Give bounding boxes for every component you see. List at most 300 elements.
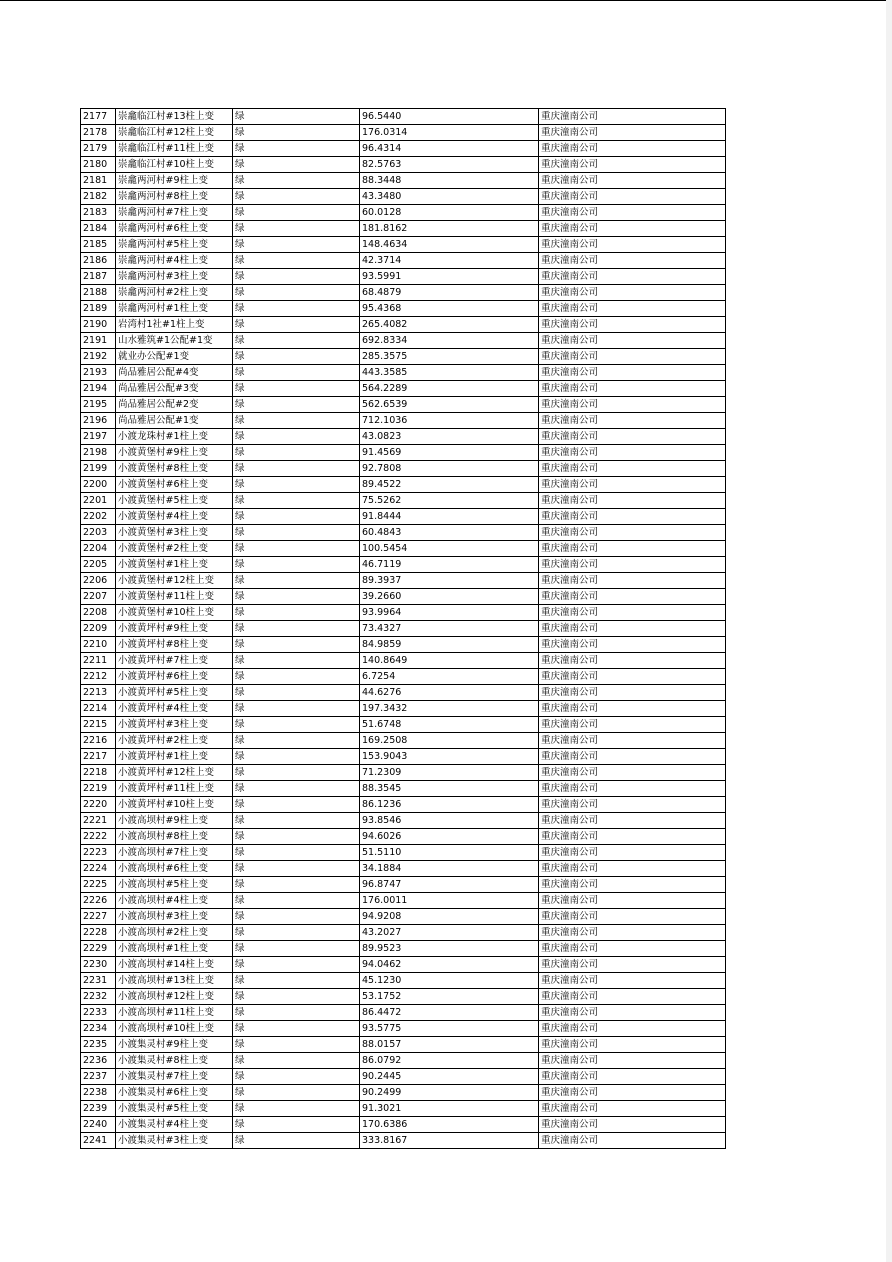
- cell-status: 绿: [233, 269, 360, 285]
- cell-company: 重庆潼南公司: [539, 701, 726, 717]
- cell-status: 绿: [233, 1069, 360, 1085]
- cell-status: 绿: [233, 1101, 360, 1117]
- cell-company: 重庆潼南公司: [539, 653, 726, 669]
- cell-status: 绿: [233, 221, 360, 237]
- cell-id: 2213: [81, 685, 116, 701]
- cell-company: 重庆潼南公司: [539, 1085, 726, 1101]
- cell-company: 重庆潼南公司: [539, 237, 726, 253]
- table-row: [81, 109, 726, 125]
- cell-id: 2184: [81, 221, 116, 237]
- cell-company: 重庆潼南公司: [539, 445, 726, 461]
- cell-company: 重庆潼南公司: [539, 733, 726, 749]
- cell-value: 90.2445: [360, 1069, 539, 1085]
- cell-device-name: 小渡黄坪村#7柱上变: [116, 653, 233, 669]
- table-row: [81, 365, 726, 381]
- cell-company: 重庆潼南公司: [539, 1021, 726, 1037]
- cell-company: 重庆潼南公司: [539, 1069, 726, 1085]
- cell-status: 绿: [233, 557, 360, 573]
- cell-value: 73.4327: [360, 621, 539, 637]
- table-row: [81, 749, 726, 765]
- cell-company: 重庆潼南公司: [539, 109, 726, 125]
- cell-status: 绿: [233, 397, 360, 413]
- cell-id: 2187: [81, 269, 116, 285]
- cell-value: 86.1236: [360, 797, 539, 813]
- cell-device-name: 小渡黄坪村#9柱上变: [116, 621, 233, 637]
- cell-company: 重庆潼南公司: [539, 141, 726, 157]
- cell-id: 2214: [81, 701, 116, 717]
- table-row: [81, 861, 726, 877]
- cell-id: 2178: [81, 125, 116, 141]
- cell-device-name: 小渡黄堡村#6柱上变: [116, 477, 233, 493]
- cell-value: 176.0314: [360, 125, 539, 141]
- transformer-table: [80, 108, 726, 1149]
- cell-company: 重庆潼南公司: [539, 621, 726, 637]
- cell-value: 153.9043: [360, 749, 539, 765]
- cell-status: 绿: [233, 669, 360, 685]
- cell-company: 重庆潼南公司: [539, 685, 726, 701]
- cell-device-name: 小渡黄堡村#3柱上变: [116, 525, 233, 541]
- cell-status: 绿: [233, 605, 360, 621]
- table-row: [81, 509, 726, 525]
- cell-company: 重庆潼南公司: [539, 829, 726, 845]
- cell-id: 2201: [81, 493, 116, 509]
- cell-company: 重庆潼南公司: [539, 813, 726, 829]
- cell-status: 绿: [233, 973, 360, 989]
- cell-company: 重庆潼南公司: [539, 317, 726, 333]
- cell-value: 43.3480: [360, 189, 539, 205]
- cell-value: 86.0792: [360, 1053, 539, 1069]
- table-row: [81, 381, 726, 397]
- cell-id: 2185: [81, 237, 116, 253]
- table-row: [81, 493, 726, 509]
- cell-value: 53.1752: [360, 989, 539, 1005]
- table-row: [81, 157, 726, 173]
- cell-device-name: 尚品雅居公配#1变: [116, 413, 233, 429]
- table-row: [81, 461, 726, 477]
- cell-status: 绿: [233, 189, 360, 205]
- table-row: [81, 941, 726, 957]
- cell-value: 86.4472: [360, 1005, 539, 1021]
- cell-company: 重庆潼南公司: [539, 157, 726, 173]
- cell-value: 75.5262: [360, 493, 539, 509]
- cell-status: 绿: [233, 1117, 360, 1133]
- cell-status: 绿: [233, 205, 360, 221]
- cell-value: 94.6026: [360, 829, 539, 845]
- table-row: [81, 269, 726, 285]
- cell-value: 96.5440: [360, 109, 539, 125]
- cell-device-name: 崇龕两河村#2柱上变: [116, 285, 233, 301]
- cell-status: 绿: [233, 1133, 360, 1149]
- cell-company: 重庆潼南公司: [539, 381, 726, 397]
- cell-id: 2189: [81, 301, 116, 317]
- cell-id: 2202: [81, 509, 116, 525]
- cell-company: 重庆潼南公司: [539, 877, 726, 893]
- cell-id: 2199: [81, 461, 116, 477]
- cell-id: 2217: [81, 749, 116, 765]
- cell-status: 绿: [233, 285, 360, 301]
- cell-device-name: 小渡集灵村#5柱上变: [116, 1101, 233, 1117]
- table-row: [81, 525, 726, 541]
- cell-value: 51.6748: [360, 717, 539, 733]
- cell-id: 2192: [81, 349, 116, 365]
- cell-id: 2223: [81, 845, 116, 861]
- cell-value: 712.1036: [360, 413, 539, 429]
- cell-company: 重庆潼南公司: [539, 301, 726, 317]
- cell-device-name: 小渡高坝村#9柱上变: [116, 813, 233, 829]
- cell-company: 重庆潼南公司: [539, 781, 726, 797]
- table-row: [81, 909, 726, 925]
- cell-company: 重庆潼南公司: [539, 1133, 726, 1149]
- cell-company: 重庆潼南公司: [539, 573, 726, 589]
- table-row: [81, 173, 726, 189]
- cell-status: 绿: [233, 173, 360, 189]
- cell-status: 绿: [233, 301, 360, 317]
- table-row: [81, 845, 726, 861]
- table-row: [81, 1037, 726, 1053]
- cell-company: 重庆潼南公司: [539, 589, 726, 605]
- table-row: [81, 237, 726, 253]
- cell-company: 重庆潼南公司: [539, 477, 726, 493]
- table-row: [81, 413, 726, 429]
- table-row: [81, 541, 726, 557]
- cell-id: 2181: [81, 173, 116, 189]
- cell-device-name: 小渡高坝村#13柱上变: [116, 973, 233, 989]
- cell-status: 绿: [233, 637, 360, 653]
- cell-id: 2200: [81, 477, 116, 493]
- page-top-rule: [0, 0, 892, 1]
- cell-id: 2226: [81, 893, 116, 909]
- cell-id: 2241: [81, 1133, 116, 1149]
- cell-status: 绿: [233, 701, 360, 717]
- cell-device-name: 小渡黄堡村#5柱上变: [116, 493, 233, 509]
- cell-device-name: 小渡黄堡村#2柱上变: [116, 541, 233, 557]
- cell-value: 96.8747: [360, 877, 539, 893]
- table-row: [81, 477, 726, 493]
- cell-value: 6.7254: [360, 669, 539, 685]
- cell-value: 89.4522: [360, 477, 539, 493]
- table-row: [81, 621, 726, 637]
- cell-company: 重庆潼南公司: [539, 973, 726, 989]
- cell-id: 2229: [81, 941, 116, 957]
- cell-company: 重庆潼南公司: [539, 1101, 726, 1117]
- cell-status: 绿: [233, 621, 360, 637]
- cell-status: 绿: [233, 493, 360, 509]
- cell-value: 84.9859: [360, 637, 539, 653]
- cell-id: 2212: [81, 669, 116, 685]
- cell-status: 绿: [233, 957, 360, 973]
- cell-status: 绿: [233, 893, 360, 909]
- cell-company: 重庆潼南公司: [539, 669, 726, 685]
- cell-value: 89.3937: [360, 573, 539, 589]
- cell-id: 2211: [81, 653, 116, 669]
- cell-device-name: 小渡高坝村#4柱上变: [116, 893, 233, 909]
- table-row: [81, 141, 726, 157]
- cell-value: 169.2508: [360, 733, 539, 749]
- cell-value: 39.2660: [360, 589, 539, 605]
- table-row: [81, 925, 726, 941]
- cell-device-name: 崇龕两河村#1柱上变: [116, 301, 233, 317]
- cell-status: 绿: [233, 685, 360, 701]
- cell-value: 181.8162: [360, 221, 539, 237]
- cell-company: 重庆潼南公司: [539, 397, 726, 413]
- cell-company: 重庆潼南公司: [539, 493, 726, 509]
- cell-status: 绿: [233, 413, 360, 429]
- cell-company: 重庆潼南公司: [539, 189, 726, 205]
- cell-value: 93.5775: [360, 1021, 539, 1037]
- cell-status: 绿: [233, 781, 360, 797]
- cell-id: 2207: [81, 589, 116, 605]
- cell-value: 170.6386: [360, 1117, 539, 1133]
- cell-device-name: 小渡集灵村#9柱上变: [116, 1037, 233, 1053]
- cell-company: 重庆潼南公司: [539, 765, 726, 781]
- cell-device-name: 小渡黄堡村#8柱上变: [116, 461, 233, 477]
- table-row: [81, 765, 726, 781]
- cell-device-name: 小渡高坝村#6柱上变: [116, 861, 233, 877]
- cell-id: 2219: [81, 781, 116, 797]
- cell-id: 2230: [81, 957, 116, 973]
- cell-id: 2180: [81, 157, 116, 173]
- table-row: [81, 781, 726, 797]
- cell-value: 285.3575: [360, 349, 539, 365]
- cell-device-name: 尚品雅居公配#4变: [116, 365, 233, 381]
- cell-company: 重庆潼南公司: [539, 941, 726, 957]
- cell-id: 2196: [81, 413, 116, 429]
- cell-id: 2208: [81, 605, 116, 621]
- table-row: [81, 317, 726, 333]
- table-row: [81, 557, 726, 573]
- cell-company: 重庆潼南公司: [539, 333, 726, 349]
- table-row: [81, 189, 726, 205]
- cell-status: 绿: [233, 1085, 360, 1101]
- cell-id: 2183: [81, 205, 116, 221]
- cell-company: 重庆潼南公司: [539, 509, 726, 525]
- cell-company: 重庆潼南公司: [539, 349, 726, 365]
- cell-status: 绿: [233, 237, 360, 253]
- cell-device-name: 小渡高坝村#8柱上变: [116, 829, 233, 845]
- cell-status: 绿: [233, 1037, 360, 1053]
- cell-value: 692.8334: [360, 333, 539, 349]
- cell-status: 绿: [233, 429, 360, 445]
- cell-id: 2203: [81, 525, 116, 541]
- cell-id: 2198: [81, 445, 116, 461]
- cell-status: 绿: [233, 845, 360, 861]
- cell-value: 91.4569: [360, 445, 539, 461]
- cell-value: 95.4368: [360, 301, 539, 317]
- cell-device-name: 崇龕两河村#6柱上变: [116, 221, 233, 237]
- cell-company: 重庆潼南公司: [539, 221, 726, 237]
- cell-device-name: 小渡集灵村#6柱上变: [116, 1085, 233, 1101]
- cell-device-name: 小渡集灵村#4柱上变: [116, 1117, 233, 1133]
- cell-device-name: 小渡高坝村#14柱上变: [116, 957, 233, 973]
- cell-device-name: 小渡龙珠村#1柱上变: [116, 429, 233, 445]
- table-row: [81, 669, 726, 685]
- cell-id: 2218: [81, 765, 116, 781]
- cell-device-name: 小渡集灵村#3柱上变: [116, 1133, 233, 1149]
- cell-value: 564.2289: [360, 381, 539, 397]
- cell-status: 绿: [233, 749, 360, 765]
- table-row: [81, 397, 726, 413]
- cell-id: 2231: [81, 973, 116, 989]
- table-row: [81, 1053, 726, 1069]
- cell-company: 重庆潼南公司: [539, 717, 726, 733]
- cell-device-name: 崇龕两河村#4柱上变: [116, 253, 233, 269]
- cell-company: 重庆潼南公司: [539, 461, 726, 477]
- cell-device-name: 就业办公配#1变: [116, 349, 233, 365]
- cell-id: 2190: [81, 317, 116, 333]
- cell-status: 绿: [233, 317, 360, 333]
- table-row: [81, 797, 726, 813]
- cell-id: 2239: [81, 1101, 116, 1117]
- cell-status: 绿: [233, 717, 360, 733]
- cell-value: 43.0823: [360, 429, 539, 445]
- page-right-edge: [886, 0, 892, 1262]
- cell-value: 443.3585: [360, 365, 539, 381]
- cell-device-name: 小渡高坝村#5柱上变: [116, 877, 233, 893]
- table-row: [81, 717, 726, 733]
- cell-id: 2227: [81, 909, 116, 925]
- table-row: [81, 1005, 726, 1021]
- cell-device-name: 小渡高坝村#2柱上变: [116, 925, 233, 941]
- cell-value: 333.8167: [360, 1133, 539, 1149]
- cell-device-name: 小渡集灵村#8柱上变: [116, 1053, 233, 1069]
- cell-value: 96.4314: [360, 141, 539, 157]
- cell-id: 2236: [81, 1053, 116, 1069]
- cell-id: 2225: [81, 877, 116, 893]
- cell-value: 148.4634: [360, 237, 539, 253]
- cell-company: 重庆潼南公司: [539, 749, 726, 765]
- cell-device-name: 小渡高坝村#3柱上变: [116, 909, 233, 925]
- cell-device-name: 小渡黄堡村#1柱上变: [116, 557, 233, 573]
- cell-company: 重庆潼南公司: [539, 925, 726, 941]
- cell-device-name: 尚品雅居公配#2变: [116, 397, 233, 413]
- cell-device-name: 小渡高坝村#11柱上变: [116, 1005, 233, 1021]
- table-row: [81, 285, 726, 301]
- cell-status: 绿: [233, 797, 360, 813]
- cell-value: 197.3432: [360, 701, 539, 717]
- cell-status: 绿: [233, 541, 360, 557]
- cell-device-name: 小渡黄堡村#9柱上变: [116, 445, 233, 461]
- cell-status: 绿: [233, 125, 360, 141]
- table-row: [81, 445, 726, 461]
- cell-company: 重庆潼南公司: [539, 541, 726, 557]
- cell-status: 绿: [233, 109, 360, 125]
- cell-company: 重庆潼南公司: [539, 525, 726, 541]
- cell-device-name: 小渡高坝村#10柱上变: [116, 1021, 233, 1037]
- cell-status: 绿: [233, 989, 360, 1005]
- table-row: [81, 205, 726, 221]
- cell-value: 71.2309: [360, 765, 539, 781]
- cell-value: 82.5763: [360, 157, 539, 173]
- cell-id: 2205: [81, 557, 116, 573]
- table-row: [81, 349, 726, 365]
- cell-value: 34.1884: [360, 861, 539, 877]
- cell-value: 265.4082: [360, 317, 539, 333]
- cell-device-name: 小渡黄堡村#11柱上变: [116, 589, 233, 605]
- cell-value: 51.5110: [360, 845, 539, 861]
- cell-status: 绿: [233, 157, 360, 173]
- cell-value: 94.0462: [360, 957, 539, 973]
- cell-company: 重庆潼南公司: [539, 1037, 726, 1053]
- cell-value: 88.3448: [360, 173, 539, 189]
- cell-status: 绿: [233, 349, 360, 365]
- cell-status: 绿: [233, 813, 360, 829]
- cell-id: 2209: [81, 621, 116, 637]
- table-row: [81, 333, 726, 349]
- cell-device-name: 小渡黄坪村#12柱上变: [116, 765, 233, 781]
- cell-company: 重庆潼南公司: [539, 557, 726, 573]
- cell-status: 绿: [233, 573, 360, 589]
- cell-id: 2237: [81, 1069, 116, 1085]
- cell-id: 2222: [81, 829, 116, 845]
- table-row: [81, 637, 726, 653]
- cell-status: 绿: [233, 941, 360, 957]
- cell-status: 绿: [233, 733, 360, 749]
- cell-value: 44.6276: [360, 685, 539, 701]
- cell-id: 2220: [81, 797, 116, 813]
- cell-value: 140.8649: [360, 653, 539, 669]
- cell-value: 42.3714: [360, 253, 539, 269]
- cell-id: 2197: [81, 429, 116, 445]
- cell-device-name: 小渡黄坪村#4柱上变: [116, 701, 233, 717]
- table-row: [81, 893, 726, 909]
- table-body: [81, 109, 726, 1149]
- cell-value: 90.2499: [360, 1085, 539, 1101]
- cell-id: 2195: [81, 397, 116, 413]
- table-row: [81, 573, 726, 589]
- cell-value: 46.7119: [360, 557, 539, 573]
- cell-value: 88.0157: [360, 1037, 539, 1053]
- cell-company: 重庆潼南公司: [539, 797, 726, 813]
- cell-status: 绿: [233, 1021, 360, 1037]
- cell-device-name: 小渡黄坪村#11柱上变: [116, 781, 233, 797]
- cell-status: 绿: [233, 925, 360, 941]
- cell-status: 绿: [233, 877, 360, 893]
- table-row: [81, 1069, 726, 1085]
- table-row: [81, 605, 726, 621]
- table-row: [81, 685, 726, 701]
- cell-id: 2193: [81, 365, 116, 381]
- cell-value: 45.1230: [360, 973, 539, 989]
- table-row: [81, 1133, 726, 1149]
- cell-company: 重庆潼南公司: [539, 845, 726, 861]
- cell-status: 绿: [233, 1005, 360, 1021]
- cell-device-name: 尚品雅居公配#3变: [116, 381, 233, 397]
- table-row: [81, 589, 726, 605]
- cell-company: 重庆潼南公司: [539, 1053, 726, 1069]
- cell-device-name: 小渡黄堡村#4柱上变: [116, 509, 233, 525]
- cell-company: 重庆潼南公司: [539, 253, 726, 269]
- table-row: [81, 1085, 726, 1101]
- cell-company: 重庆潼南公司: [539, 1117, 726, 1133]
- cell-device-name: 崇龕临江村#12柱上变: [116, 125, 233, 141]
- cell-device-name: 岩湾村1社#1柱上变: [116, 317, 233, 333]
- cell-id: 2233: [81, 1005, 116, 1021]
- cell-value: 91.3021: [360, 1101, 539, 1117]
- cell-company: 重庆潼南公司: [539, 173, 726, 189]
- cell-status: 绿: [233, 445, 360, 461]
- cell-device-name: 崇龕临江村#13柱上变: [116, 109, 233, 125]
- cell-device-name: 崇龕两河村#7柱上变: [116, 205, 233, 221]
- cell-id: 2177: [81, 109, 116, 125]
- cell-company: 重庆潼南公司: [539, 429, 726, 445]
- cell-id: 2234: [81, 1021, 116, 1037]
- cell-status: 绿: [233, 861, 360, 877]
- cell-id: 2210: [81, 637, 116, 653]
- cell-device-name: 小渡高坝村#12柱上变: [116, 989, 233, 1005]
- cell-value: 60.4843: [360, 525, 539, 541]
- table-row: [81, 301, 726, 317]
- table-row: [81, 957, 726, 973]
